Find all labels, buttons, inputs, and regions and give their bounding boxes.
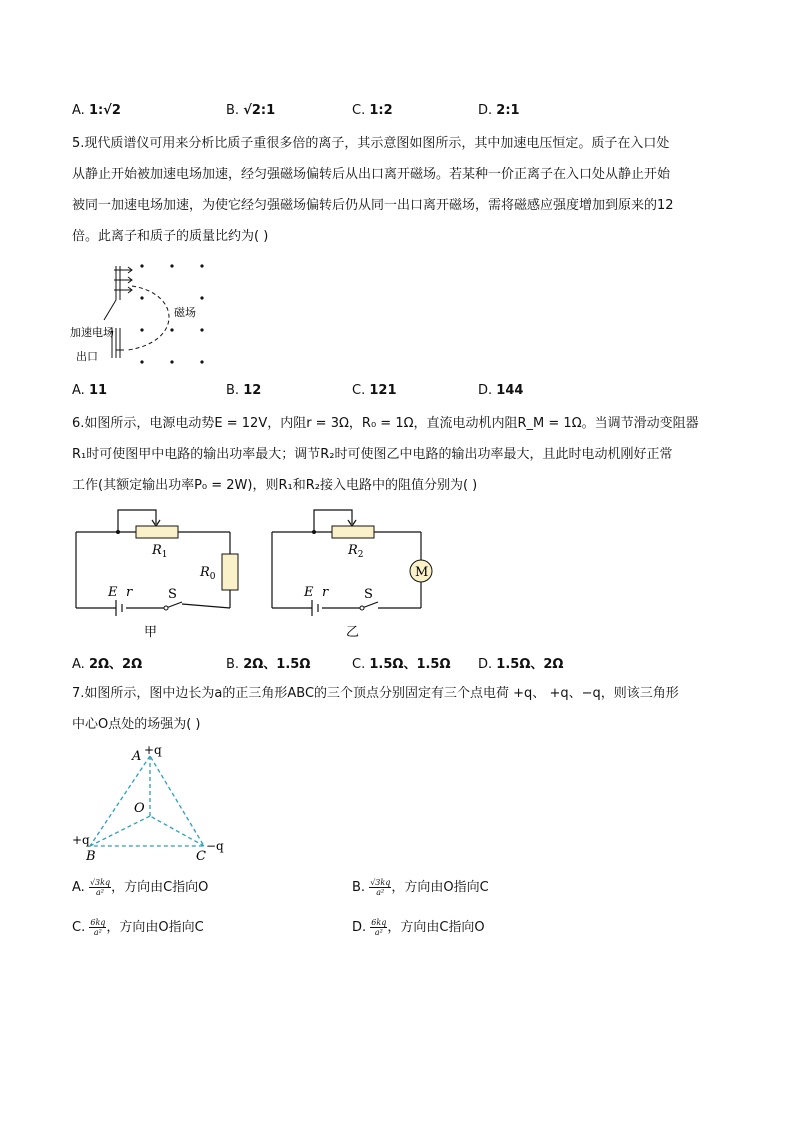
accel-field-label: 加速电场 bbox=[70, 326, 114, 339]
q4-option-a: A. 1:√2 bbox=[72, 103, 121, 118]
svg-text:乙: 乙 bbox=[346, 625, 360, 640]
q4-option-c: C. 1:2 bbox=[352, 103, 393, 118]
q5-line-2: 从静止开始被加速电场加速，经匀强磁场偏转后从出口离开磁场。若某种一价正离子在入口处从静止开始 bbox=[72, 167, 671, 182]
q6-option-b: B. 2Ω、1.5Ω bbox=[226, 657, 311, 672]
svg-text:C: C bbox=[196, 849, 206, 864]
svg-text:M: M bbox=[415, 565, 429, 580]
q5-option-a: A. 11 bbox=[72, 383, 108, 398]
q5-line-3: 被同一加速电场加速，为使它经匀强磁场偏转后仍从同一出口离开磁场，需将磁感应强度增加到原来的12 bbox=[72, 198, 674, 213]
q5-line-1: 5.现代质谱仪可用来分析比质子重很多倍的离子，其示意图如图所示，其中加速电压恒定。质子在入口处 bbox=[72, 136, 670, 151]
mass-spectrometer-figure bbox=[70, 258, 220, 370]
q6-option-c: C. 1.5Ω、1.5Ω bbox=[352, 657, 451, 672]
svg-text:E: E bbox=[304, 585, 314, 600]
q5-line-4: 倍。此离子和质子的质量比约为( ) bbox=[72, 229, 269, 244]
field-label: 磁场 bbox=[174, 306, 196, 319]
circuit-b-figure bbox=[266, 504, 441, 644]
svg-text:r: r bbox=[126, 585, 133, 600]
q7-option-a: A. $\frac{√3kq}{\text{a²}}$ ，方向由C指向O bbox=[72, 878, 209, 897]
q7-option-b: B. $\frac{√3kq}{\text{a²}}$ ，方向由O指向C bbox=[352, 878, 489, 897]
svg-text:R0: $R_0$ bbox=[200, 565, 216, 582]
resistor-r0 bbox=[222, 554, 238, 590]
q4-option-d: D. 2:1 bbox=[478, 103, 520, 118]
svg-text:E: E bbox=[108, 585, 118, 600]
svg-text:R2: $R_2$ bbox=[348, 543, 364, 560]
svg-text:O: O bbox=[134, 801, 145, 816]
svg-text:S: S bbox=[364, 587, 373, 602]
q6-line-3: 工作(其额定输出功率P₀ = 2W)，则R₁和R₂接入电路中的阻值分别为( ) bbox=[72, 478, 478, 493]
junction-dot bbox=[116, 530, 120, 534]
svg-text:甲: 甲 bbox=[144, 625, 158, 640]
svg-text:R1: $R_1$ bbox=[152, 543, 168, 560]
svg-text:−q: −q bbox=[206, 839, 224, 853]
svg-text:+q: +q bbox=[144, 743, 162, 757]
q5-option-c: C. 121 bbox=[352, 383, 397, 398]
rheostat-r2 bbox=[332, 526, 374, 538]
exit-label: 出口 bbox=[76, 350, 98, 363]
q6-option-d: D. 1.5Ω、2Ω bbox=[478, 657, 564, 672]
q5-option-b: B. 12 bbox=[226, 383, 262, 398]
q7-line-1: 7.如图所示，图中边长为a的正三角形ABC的三个顶点分别固定有三个点电荷 +q、 +q、−q，则该三角形 bbox=[72, 686, 679, 701]
svg-text:S: S bbox=[168, 587, 177, 602]
svg-text:A: A bbox=[132, 749, 142, 764]
q5-option-d: D. 144 bbox=[478, 383, 524, 398]
q6-option-a: A. 2Ω、2Ω bbox=[72, 657, 143, 672]
switch-contact bbox=[164, 606, 168, 610]
svg-text:r: r bbox=[322, 585, 329, 600]
q4-option-b: B. √2:1 bbox=[226, 103, 276, 118]
svg-text:+q: +q bbox=[72, 833, 90, 847]
q7-option-d: D. $\frac{6kq}{\text{a²}}$ ，方向由C指向O bbox=[352, 918, 485, 937]
q6-line-1: 6.如图所示，电源电动势E = 12V，内阻r = 3Ω，R₀ = 1Ω，直流电动机内阻R_M = 1Ω。当调节滑动变阻器 bbox=[72, 416, 699, 431]
svg-text:B: B bbox=[86, 849, 96, 864]
triangle-figure bbox=[70, 742, 230, 864]
circuit-a-figure bbox=[70, 504, 245, 644]
rheostat-r1 bbox=[136, 526, 178, 538]
q7-option-c: C. $\frac{6kq}{\text{a²}}$ ，方向由O指向C bbox=[72, 918, 204, 937]
q7-line-2: 中心O点处的场强为( ) bbox=[72, 717, 201, 732]
q6-line-2: R₁时可使图甲中电路的输出功率最大；调节R₂时可使图乙中电路的输出功率最大，且此时电动机刚好正常 bbox=[72, 447, 673, 462]
